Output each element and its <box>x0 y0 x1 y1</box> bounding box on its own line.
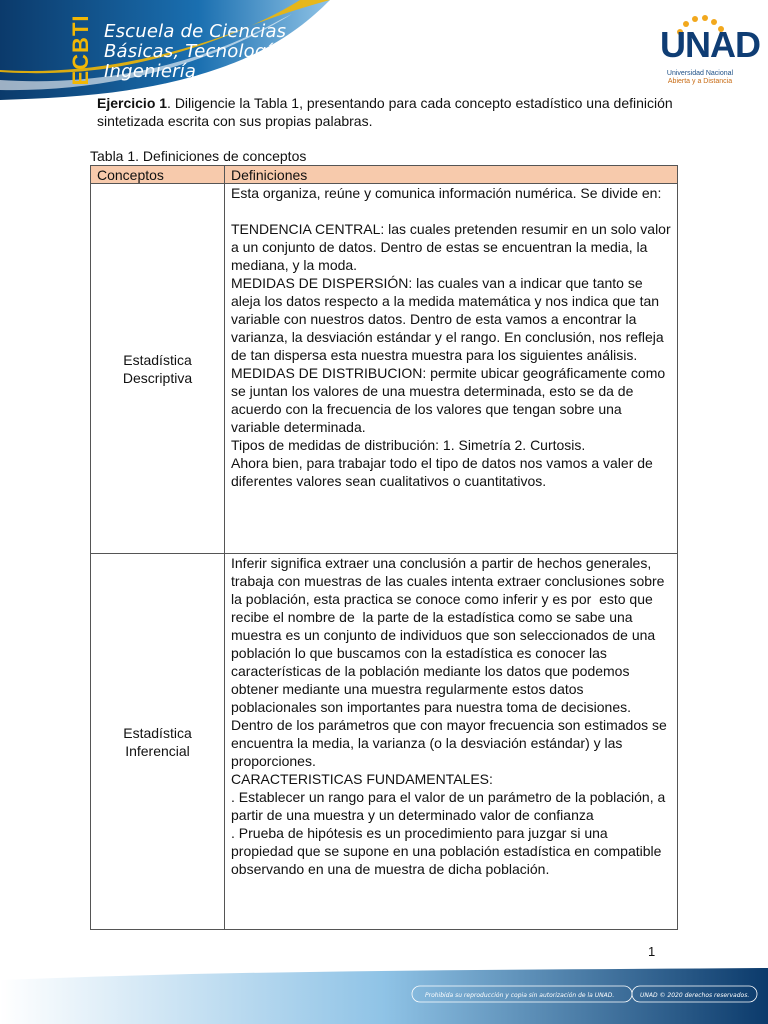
header <box>0 0 768 105</box>
exercise-title: Ejercicio 1 <box>97 95 168 111</box>
definition-text: Inferir significa extraer una conclusión a partir de hechos generales, trabaja con muestras de las cuales intenta extraer conclusiones sobre la población, esta practica se conoce como inferir y es por esto que recibe el nombre de la parte de la estadística como se sabe una muestra es un conjunto de individuos que son seleccionados de una población lo que buscamos con la estadística es conocer las características de la población mediante los datos que podemos obtener mediante una muestra regularmente estos datos poblacionales son importantes para nuestra toma de decisiones. Dentro de los parámetros que con mayor frecuencia son estimados se encuentra la media, la varianza (o la desviación estándar) y las proporciones. CARACTERISTICAS FUNDAMENTALES: . Establecer un rango para el valor de un parámetro de la población, a partir de una muestra y un determinado valor de confianza . Prueba de hipótesis es un procedimiento para juzgar si una propiedad que se supone en una población estadística en compatible observando en una de muestra de dicha población. <box>231 555 667 877</box>
page-number: 1 <box>648 944 656 959</box>
table-row <box>91 554 678 930</box>
logo-subtitle-line: Universidad Nacional <box>666 70 734 77</box>
logo-text: UNAD <box>660 24 760 65</box>
table-header-row <box>91 166 678 184</box>
logo-subtitle <box>650 70 750 86</box>
concept-text: Estadística Descriptiva <box>122 351 193 386</box>
school-line: Básicas, Tecnología e <box>104 41 301 62</box>
logo-subtitle-line: Abierta y a Distancia <box>667 78 733 85</box>
concept-text: Estadística Inferencial <box>123 724 192 759</box>
exercise-text: . Diligencie la Tabla 1, presentando para cada concepto estadístico una definición sintetizada escrita con sus propias palabras. <box>97 95 673 129</box>
definition-cell <box>225 184 678 554</box>
concept-cell <box>91 184 225 554</box>
ecbti-side-label <box>64 6 100 94</box>
definitions-table <box>90 165 678 930</box>
svg-text:ECBTI: ECBTI <box>67 14 93 86</box>
concept-cell <box>91 554 225 930</box>
unad-logo <box>650 14 760 94</box>
definition-text: Esta organiza, reúne y comunica información numérica. Se divide en: TENDENCIA CENTRAL: las cuales pretenden resumir en un solo valor a un conjunto de datos. Dentro de estas se encuentran la media, la mediana, y la moda. MEDIDAS DE DISPERSIÓN: las cuales van a indicar que tanto se aleja los datos respecto a la medida matemática y nos indica que tan variable con nuestros datos. Dentro de esta vamos a encontrar la varianza, la desviación estándar y el rango. En conclusión, nos refleja de tan dispersa esta nuestra muestra para los siguientes análisis. MEDIDAS DE DISTRIBUCION: permite ubicar geográficamente como se juntan los valores de una muestra determinada, esto se da de acuerdo con la frecuencia de los valores que tengan sobre una variable determinada. Tipos de medidas de distribución: 1. Simetría 2. Curtosis. Ahora bien, para trabajar todo el tipo de datos nos vamos a valer de diferentes valores sean cualitativos o cuantitativos. <box>231 185 671 489</box>
school-line: Ingeniería <box>104 61 197 82</box>
definition-cell <box>225 554 678 930</box>
column-header: Conceptos <box>91 166 225 184</box>
school-line: Escuela de Ciencias <box>104 21 287 42</box>
table-caption: Tabla 1. Definiciones de conceptos <box>90 148 307 164</box>
exercise-instruction <box>97 94 697 130</box>
school-name <box>104 22 300 82</box>
table-row <box>91 184 678 554</box>
column-header: Definiciones <box>225 166 678 184</box>
footer-notice: Prohibida su reproducción y copia sin autorización de la UNAD. <box>425 992 615 999</box>
footer-copyright: UNAD © 2020 derechos reservados. <box>640 992 750 999</box>
